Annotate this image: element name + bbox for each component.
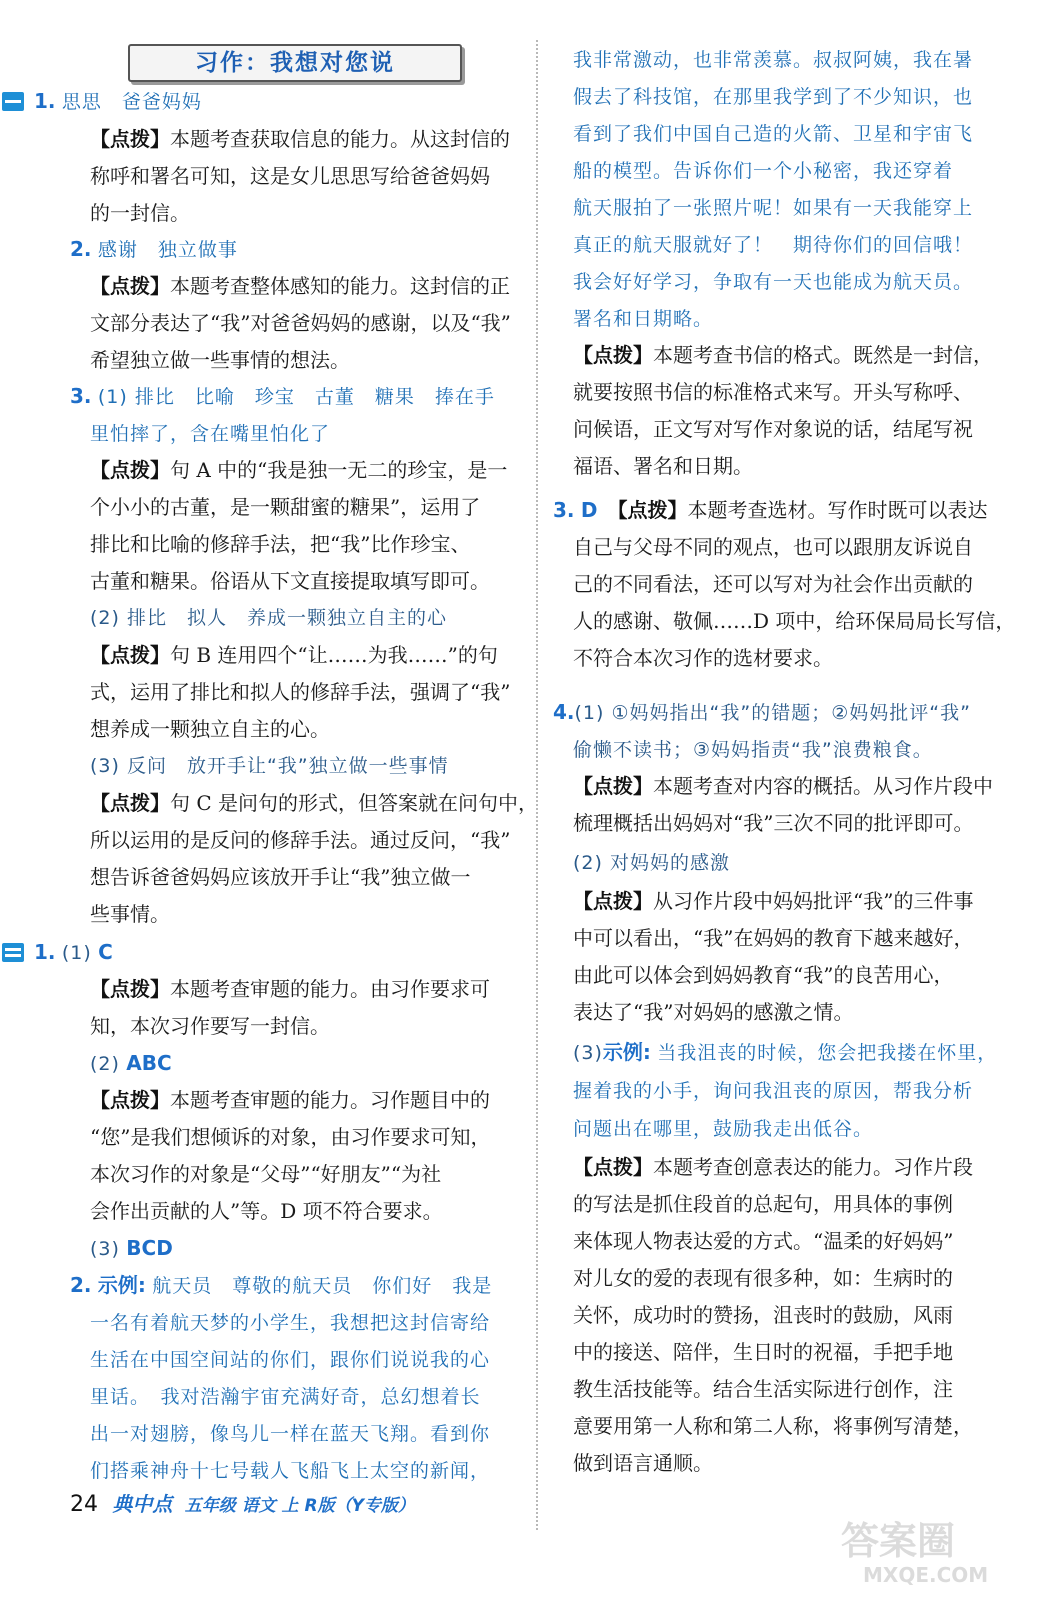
answer-item: 2. 示例: 航天员 尊敬的航天员 你们好 我是 <box>70 1273 493 1297</box>
answer-item: 里怕摔了，含在嘴里怕化了 <box>90 423 331 445</box>
answer-line: 航天服拍了一张照片呢！如果有一天我能穿上 <box>573 197 974 219</box>
hint-line: 【点拨】本题考查获取信息的能力。从这封信的 <box>90 127 510 151</box>
hint-line: 式，运用了排比和拟人的修辞手法，强调了“我” <box>90 680 511 704</box>
answer-item: (3)示例: 当我沮丧的时候，您会把我搂在怀里， <box>573 1040 998 1064</box>
hint-line: 会作出贡献的人”等。D 项不符合要求。 <box>90 1199 443 1223</box>
answer-item: 3. D 【点拨】本题考查选材。写作时既可以表达 <box>553 498 988 522</box>
hint-line: 古董和糖果。俗语从下文直接提取填写即可。 <box>90 569 490 593</box>
hint-line: 不符合本次习作的选材要求。 <box>573 646 833 670</box>
section-one-icon <box>2 92 24 111</box>
hint-line: 知，本次习作要写一封信。 <box>90 1014 330 1038</box>
answer-line: 真正的航天服就好了！ 期待你们的回信哦！ <box>573 234 974 256</box>
answer-line: 我会好好学习，争取有一天也能成为航天员。 <box>573 271 974 293</box>
hint-line: 的一封信。 <box>90 201 190 225</box>
hint-line: 表达了“我”对妈妈的感激之情。 <box>573 1000 854 1024</box>
answer-line: 生活在中国空间站的你们，跟你们说说我的心 <box>90 1349 491 1371</box>
hint-line: 做到语言通顺。 <box>573 1451 713 1475</box>
hint-line: 文部分表达了“我”对爸爸妈妈的感谢，以及“我” <box>90 311 511 335</box>
watermark-logo <box>831 1510 1021 1588</box>
answer-line: 署名和日期略。 <box>573 308 714 330</box>
answer-item: (3) BCD <box>90 1236 173 1260</box>
watermark-url: MXQE.COM <box>863 1563 989 1587</box>
page-number: 24 <box>70 1492 98 1517</box>
hint-line: 些事情。 <box>90 902 170 926</box>
answer-line: 我非常激动，也非常羡慕。叔叔阿姨，我在暑 <box>573 49 974 71</box>
answer-line: 一名有着航天梦的小学生，我想把这封信寄给 <box>90 1312 491 1334</box>
answer-item: 2. 感谢 独立做事 <box>70 237 238 261</box>
section-two-icon <box>2 943 24 962</box>
hint-line: 就要按照书信的标准格式来写。开头写称呼、 <box>573 380 973 404</box>
hint-line: 称呼和署名可知，这是女儿思思写给爸爸妈妈 <box>90 164 490 188</box>
watermark-title: 答案圈 <box>841 1519 956 1563</box>
answer-line: 出一对翅膀，像鸟儿一样在蓝天飞翔。看到你 <box>90 1423 491 1445</box>
hint-line: 中的接送、陪伴，生日时的祝福，手把手地 <box>573 1340 953 1364</box>
hint-line: 【点拨】本题考查审题的能力。习作题目中的 <box>90 1088 490 1112</box>
answer-item: 4.(1) ①妈妈指出“我”的错题；②妈妈批评“我” <box>553 700 971 724</box>
hint-line: 问候语，正文写对写作对象说的话，结尾写祝 <box>573 417 973 441</box>
answer-line: 里话。 我对浩瀚宇宙充满好奇，总幻想着长 <box>90 1386 481 1408</box>
hint-line: 人的感谢、敬佩……D 项中，给环保局局长写信， <box>573 609 1016 633</box>
answer-line: 看到了我们中国自己造的火箭、卫星和宇宙飞 <box>573 123 974 145</box>
answer-line: 假去了科技馆，在那里我学到了不少知识，也 <box>573 86 974 108</box>
hint-line: 【点拨】本题考查审题的能力。由习作要求可 <box>90 977 490 1001</box>
hint-line: 对儿女的爱的表现有很多种，如：生病时的 <box>573 1266 953 1290</box>
hint-line: 本次习作的对象是“父母”“好朋友”“为社 <box>90 1162 442 1186</box>
hint-line: 【点拨】本题考查创意表达的能力。习作片段 <box>573 1155 973 1179</box>
book-title: 五年级 语文 上 R版（Y专版） <box>184 1496 415 1516</box>
hint-line: 意要用第一人称和第二人称，将事例写清楚， <box>573 1414 973 1438</box>
answer-line: 偷懒不读书；③妈妈指责“我”浪费粮食。 <box>573 739 933 761</box>
hint-line: 【点拨】句 C 是问句的形式，但答案就在问句中， <box>90 791 539 815</box>
answer-item: (2) ABC <box>90 1051 172 1075</box>
hint-line: 【点拨】本题考查书信的格式。既然是一封信， <box>573 343 993 367</box>
hint-line: “您”是我们想倾诉的对象，由习作要求可知， <box>90 1125 491 1149</box>
answer-item: (3) 反问 放开手让“我”独立做一些事情 <box>90 755 449 777</box>
hint-line: 想养成一颗独立自主的心。 <box>90 717 330 741</box>
hint-line: 所以运用的是反问的修辞手法。通过反问，“我” <box>90 828 511 852</box>
hint-line: 中可以看出，“我”在妈妈的教育下越来越好， <box>573 926 974 950</box>
column-divider <box>536 40 538 1530</box>
hint-line: 教生活技能等。结合生活实际进行创作，注 <box>573 1377 953 1401</box>
answer-line: 问题出在哪里，鼓励我走出低谷。 <box>573 1118 874 1140</box>
hint-line: 【点拨】本题考查整体感知的能力。这封信的正 <box>90 274 510 298</box>
answer-line: 握着我的小手，询问我沮丧的原因，帮我分析 <box>573 1080 974 1102</box>
hint-line: 想告诉爸爸妈妈应该放开手让“我”独立做一 <box>90 865 471 889</box>
hint-line: 来体现人物表达爱的方式。“温柔的好妈妈” <box>573 1229 954 1253</box>
answer-item: 3. (1) 排比 比喻 珍宝 古董 糖果 捧在手 <box>70 384 495 408</box>
hint-line: 希望独立做一些事情的想法。 <box>90 348 350 372</box>
answer-line: 船的模型。告诉你们一个小秘密，我还穿着 <box>573 160 954 182</box>
page-footer <box>70 1488 415 1520</box>
hint-line: 梳理概括出妈妈对“我”三次不同的批评即可。 <box>573 811 974 835</box>
hint-line: 【点拨】本题考查对内容的概括。从习作片段中 <box>573 774 993 798</box>
hint-line: 【点拨】句 B 连用四个“让……为我……”的句 <box>90 643 498 667</box>
hint-line: 的写法是抓住段首的总起句，用具体的事例 <box>573 1192 953 1216</box>
answer-line: 们搭乘神舟十七号载人飞船飞上太空的新闻， <box>90 1460 491 1482</box>
answer-item: (2) 对妈妈的感激 <box>573 852 730 874</box>
hint-line: 自己与父母不同的观点，也可以跟朋友诉说自 <box>573 535 973 559</box>
answer-item: (2) 排比 拟人 养成一颗独立自主的心 <box>90 607 447 629</box>
publisher-logo: 典中点 <box>112 1492 173 1516</box>
hint-line: 个小小的古董，是一颗甜蜜的糖果”，运用了 <box>90 495 481 519</box>
hint-line: 己的不同看法，还可以写对为社会作出贡献的 <box>573 572 973 596</box>
hint-line: 【点拨】句 A 中的“我是独一无二的珍宝，是一 <box>90 458 508 482</box>
hint-line: 排比和比喻的修辞手法，把“我”比作珍宝、 <box>90 532 471 556</box>
hint-line: 由此可以体会到妈妈教育“我”的良苦用心， <box>573 963 954 987</box>
hint-line: 【点拨】从习作片段中妈妈批评“我”的三件事 <box>573 889 974 913</box>
answer-item: 1. 思思 爸爸妈妈 <box>34 89 202 113</box>
answer-item: 1. (1) C <box>34 940 113 964</box>
page-title: 习作：我想对您说 <box>128 44 462 82</box>
hint-line: 关怀，成功时的赞扬，沮丧时的鼓励，风雨 <box>573 1303 953 1327</box>
hint-line: 福语、署名和日期。 <box>573 454 753 478</box>
